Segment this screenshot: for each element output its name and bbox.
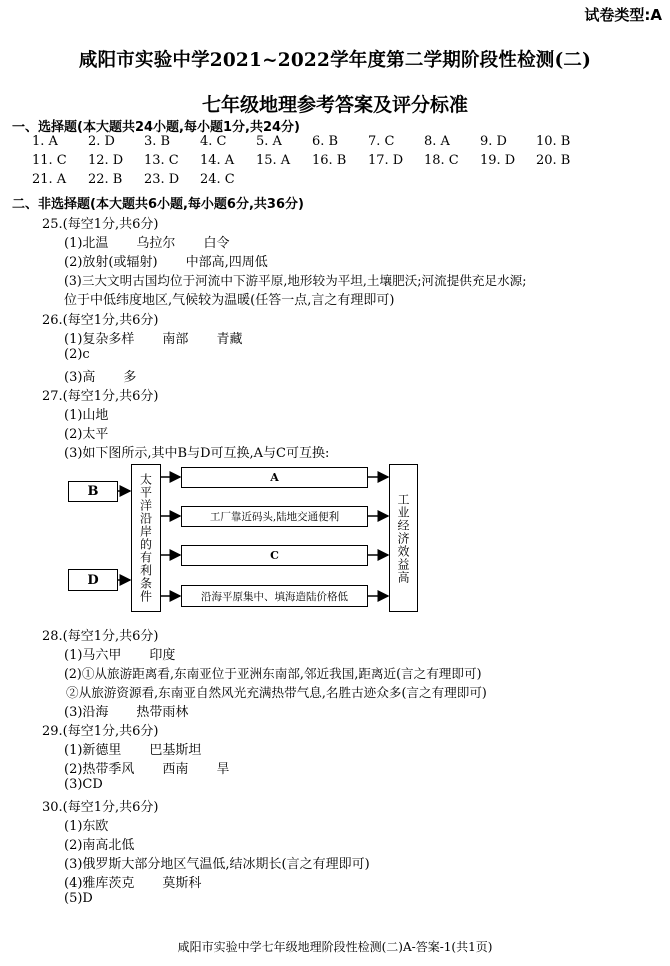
mc-answer: 16. B xyxy=(312,153,347,168)
mc-answer: 12. D xyxy=(88,153,124,168)
box-b: B xyxy=(68,481,118,502)
mc-answer: 5. A xyxy=(256,134,282,149)
q30-answer-3: (3)俄罗斯大部分地区气温低,结冰期长(言之有理即可) xyxy=(64,857,370,872)
mc-answer: 2. D xyxy=(88,134,115,149)
q25-answer-1 xyxy=(64,232,229,251)
box-row-ports: 工厂靠近码头,陆地交通便利 xyxy=(181,506,368,527)
q25-answer-3-line1: (3)三大文明古国均位于河流中下游平原,地形较为平坦,土壤肥沃;河流提供充足水源; xyxy=(64,273,527,288)
q29-answer-2 xyxy=(64,758,229,777)
flow-diagram xyxy=(60,460,430,620)
q25-answer-2 xyxy=(64,251,268,270)
q25-answer-3-line2: 位于中低纬度地区,气候较为温暖(任答一点,言之有理即可) xyxy=(64,293,395,308)
answer-text: (2)放射(或辐射) xyxy=(64,255,158,270)
box-row-plains: 沿海平原集中、填海造陆价格低 xyxy=(181,585,368,607)
mc-answer: 11. C xyxy=(32,153,67,168)
mc-answer: 8. A xyxy=(424,134,450,149)
q29-answer-1 xyxy=(64,739,201,758)
q29-heading: 29.(每空1分,共6分) xyxy=(42,724,159,739)
q26-answer-2: (2)c xyxy=(64,347,90,362)
mc-answer: 13. C xyxy=(144,153,179,168)
answer-text: 多 xyxy=(123,370,137,385)
answer-text: 巴基斯坦 xyxy=(149,743,202,758)
answer-text: (1)新德里 xyxy=(64,743,122,758)
answer-text: 印度 xyxy=(149,648,176,663)
answer-text: (1)北温 xyxy=(64,236,109,251)
answer-text: 中部高,四周低 xyxy=(185,255,268,270)
mc-answer-row-2 xyxy=(32,153,592,168)
mc-answer: 20. B xyxy=(536,153,571,168)
q28-answer-3 xyxy=(64,701,188,720)
answer-text: 莫斯科 xyxy=(162,876,202,891)
answer-text: 热带雨林 xyxy=(136,705,189,720)
mc-answer: 21. A xyxy=(32,172,67,187)
mc-answer: 3. B xyxy=(144,134,171,149)
q28-answer-2-line2: ②从旅游资源看,东南亚自然风光充满热带气息,名胜古迹众多(言之有理即可) xyxy=(66,685,487,700)
section1-heading: 一、选择题(本大题共24小题,每小题1分,共24分) xyxy=(12,120,300,135)
box-row-a: A xyxy=(181,467,368,488)
mc-answer: 22. B xyxy=(88,172,123,187)
q27-heading: 27.(每空1分,共6分) xyxy=(42,389,159,404)
q26-answer-1 xyxy=(64,328,242,347)
mc-answer: 7. C xyxy=(368,134,395,149)
box-right-benefit xyxy=(389,464,418,612)
q28-heading: 28.(每空1分,共6分) xyxy=(42,629,159,644)
mc-answer: 1. A xyxy=(32,134,58,149)
answer-text: (4)雅库茨克 xyxy=(64,876,135,891)
q27-answer-3: (3)如下图所示,其中B与D可互换,A与C可互换: xyxy=(64,446,330,461)
mc-answer: 23. D xyxy=(144,172,180,187)
box-row-c: C xyxy=(181,545,368,566)
q30-answer-1: (1)东欧 xyxy=(64,819,109,834)
answer-text: 乌拉尔 xyxy=(136,236,176,251)
q27-answer-2: (2)太平 xyxy=(64,427,109,442)
right-benefit-label: 工业经济效益高 xyxy=(396,492,410,584)
section2-heading: 二、非选择题(本大题共6小题,每小题6分,共36分) xyxy=(12,197,304,212)
answer-text: 西南 xyxy=(162,762,189,777)
q26-heading: 26.(每空1分,共6分) xyxy=(42,313,159,328)
mc-answer: 17. D xyxy=(368,153,404,168)
q28-answer-2-line1: (2)①从旅游距离看,东南亚位于亚洲东南部,邻近我国,距离近(言之有理即可) xyxy=(64,666,482,681)
answer-text: (3)高 xyxy=(64,370,96,385)
mc-answer: 24. C xyxy=(200,172,235,187)
q30-answer-4 xyxy=(64,872,201,891)
mc-answer: 18. C xyxy=(424,153,459,168)
page-footer: 咸阳市实验中学七年级地理阶段性检测(二)A-答案-1(共1页) xyxy=(177,940,493,954)
mc-answer: 10. B xyxy=(536,134,571,149)
answer-text: 南部 xyxy=(162,332,189,347)
mc-answer: 19. D xyxy=(480,153,516,168)
paper-type-label: 试卷类型:A xyxy=(584,6,662,24)
center-conditions-label: 太平洋沿岸的有利条件 xyxy=(138,473,153,603)
mc-answer: 9. D xyxy=(480,134,507,149)
q26-answer-3 xyxy=(64,366,136,385)
answer-text: 青藏 xyxy=(216,332,243,347)
mc-answer-row-3 xyxy=(32,172,256,187)
q25-heading: 25.(每空1分,共6分) xyxy=(42,217,159,232)
q27-answer-1: (1)山地 xyxy=(64,408,109,423)
box-d: D xyxy=(68,569,118,591)
mc-answer: 6. B xyxy=(312,134,339,149)
q28-answer-1 xyxy=(64,644,175,663)
answer-text: (3)沿海 xyxy=(64,705,109,720)
box-center-conditions xyxy=(131,464,161,612)
q30-answer-2: (2)南高北低 xyxy=(64,838,135,853)
exam-title: 咸阳市实验中学2021~2022学年度第二学期阶段性检测(二) xyxy=(78,50,592,71)
answer-text: (1)马六甲 xyxy=(64,648,122,663)
mc-answer-row-1 xyxy=(32,134,592,149)
mc-answer: 15. A xyxy=(256,153,291,168)
q29-answer-3: (3)CD xyxy=(64,777,103,792)
answer-text: 旱 xyxy=(216,762,230,777)
mc-answer: 4. C xyxy=(200,134,227,149)
answer-text: (1)复杂多样 xyxy=(64,332,135,347)
answer-text: (2)热带季风 xyxy=(64,762,135,777)
mc-answer: 14. A xyxy=(200,153,235,168)
answer-key-subtitle: 七年级地理参考答案及评分标准 xyxy=(201,94,468,116)
q30-heading: 30.(每空1分,共6分) xyxy=(42,800,159,815)
answer-text: 白令 xyxy=(203,236,230,251)
q30-answer-5: (5)D xyxy=(64,891,93,906)
